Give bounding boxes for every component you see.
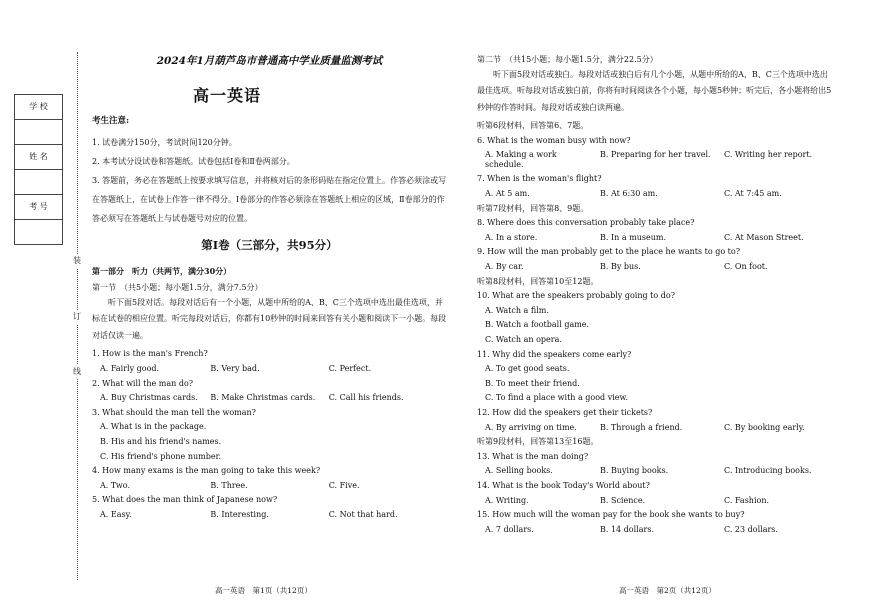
- answer-option: B. Through a friend.: [600, 422, 683, 432]
- answer-option: C. Perfect.: [328, 364, 372, 374]
- answer-option: B. Make Christmas cards.: [210, 393, 316, 403]
- answer-option: C. Watch an opera.: [485, 335, 562, 344]
- answer-option: C. Introducing books.: [724, 466, 812, 476]
- question-stem: 2. What will the man do?: [92, 378, 194, 388]
- question-stem: 10. What are the speakers probably going to do?: [477, 291, 675, 301]
- school-label: 学 校: [15, 95, 63, 120]
- answer-option: C. To find a place with a good view.: [485, 393, 628, 403]
- page-1-footer: 高一英语 第1页（共12页）: [215, 586, 312, 595]
- question-stem: 3. What should the man tell the woman?: [92, 407, 256, 417]
- answer-option: A. 7 dollars.: [485, 524, 534, 534]
- answer-option: A. By arriving on time.: [485, 422, 577, 432]
- question-list: [477, 121, 832, 534]
- answer-option: A. Making a work schedule.: [485, 150, 557, 169]
- answer-options: [477, 496, 832, 506]
- question-stem: 6. What is the woman busy with now?: [477, 135, 631, 145]
- answer-option: A. Fairly good.: [100, 364, 160, 374]
- answer-option: B. Very bad.: [210, 364, 260, 374]
- answer-options: [477, 150, 832, 169]
- binding-mark-ding: 订: [73, 310, 81, 324]
- note-item: 3. 答题前，务必在答题纸上按要求填写信息，并将核对后的条形码贴在指定位置上。作答必须涂或写在答题纸上，在试卷上作答一律不得分。Ⅰ卷部分的作答必须涂在答题纸上相应的区域，Ⅱ卷部分的作答必须写在答题纸上与试卷题号对应的位置。: [92, 175, 447, 223]
- answer-option: B. Three.: [210, 480, 248, 490]
- answer-option: C. At 7:45 am.: [724, 189, 782, 199]
- note-item: 1. 试卷满分150分，考试时间120分钟。: [92, 137, 237, 147]
- question-stem: 11. Why did the speakers come early?: [477, 349, 632, 359]
- answer-option: C. 23 dollars.: [724, 524, 778, 534]
- answer-option: A. Selling books.: [485, 466, 553, 476]
- page-2-footer: 高一英语 第2页（共12页）: [619, 586, 716, 595]
- question-stem: 14. What is the book Today's World about?: [477, 480, 650, 490]
- question-stem: 9. How will the man probably get to the place he wants to go to?: [477, 247, 740, 257]
- answer-option: B. To meet their friend.: [485, 378, 580, 388]
- binding-mark-zhuang: 装: [73, 254, 81, 268]
- page-1-column: [92, 55, 447, 520]
- material-note: 听第6段材料，回答第6、7题。: [477, 121, 589, 131]
- exam-number-label: 考 号: [15, 195, 63, 220]
- name-label: 姓 名: [15, 145, 63, 170]
- student-info-table: [14, 94, 63, 245]
- answer-option: C. Five.: [328, 480, 360, 490]
- subject-title: 高一英语: [192, 85, 261, 105]
- answer-option: C. On foot.: [724, 262, 768, 272]
- answer-options: [477, 233, 832, 243]
- question-stem: 5. What does the man think of Japanese now?: [92, 495, 278, 505]
- answer-option: B. By bus.: [600, 262, 641, 272]
- material-note: 听第8段材料，回答第10至12题。: [477, 276, 599, 286]
- answer-options: [477, 525, 832, 535]
- section-instructions: 听下面5段对话。每段对话后有一个小题，从题中所给的A、B、C三个选项中选出最佳选项，并标在试卷的相应位置。听完每段对话后，你都有10秒钟的时间来回答有关小题和阅读下一小题。每段对话仅读一遍。: [92, 297, 447, 340]
- answer-option: A. To get good seats.: [485, 364, 570, 374]
- answer-option: B. Preparing for her travel.: [600, 150, 711, 160]
- name-field: [15, 170, 63, 195]
- question-stem: 1. How is the man's French?: [92, 349, 208, 359]
- answer-option: A. By car.: [485, 262, 524, 272]
- part-title: 第一部分 听力（共两节，满分30分）: [92, 265, 232, 276]
- answer-options: [477, 262, 832, 272]
- answer-option: B. At 6:30 am.: [600, 189, 658, 199]
- answer-options: [92, 481, 447, 491]
- answer-option: C. His friend's phone number.: [100, 451, 222, 461]
- answer-option: C. Not that hard.: [328, 509, 398, 519]
- question-stem: 4. How many exams is the man going to take this week?: [92, 466, 321, 476]
- answer-option: B. Interesting.: [210, 509, 269, 519]
- answer-options: [92, 393, 447, 403]
- page-2-column: [477, 55, 832, 534]
- answer-option: A. What is in the package.: [100, 422, 207, 432]
- answer-option: A. Writing.: [485, 495, 529, 505]
- question-stem: 12. How did the speakers get their tickets?: [477, 407, 653, 417]
- answer-option: B. Watch a football game.: [485, 320, 590, 330]
- answer-options: [477, 189, 832, 199]
- answer-option: C. At Mason Street.: [724, 232, 804, 242]
- answer-option: A. Buy Christmas cards.: [100, 393, 198, 403]
- answer-option: A. In a store.: [485, 232, 538, 242]
- question-stem: 15. How much will the woman pay for the book she wants to buy?: [477, 510, 745, 520]
- volume-title: 第Ⅰ卷（三部分，共95分）: [201, 237, 338, 252]
- answer-option: B. Science.: [600, 495, 646, 505]
- notes-list: [92, 133, 447, 228]
- answer-option: C. Writing her report.: [724, 150, 813, 160]
- note-item: 2. 本考试分设试卷和答题纸。试卷包括Ⅰ卷和Ⅱ卷两部分。: [92, 156, 295, 166]
- exam-title: 2024年1月葫芦岛市普通高中学业质量监测考试: [156, 55, 383, 67]
- answer-options: [477, 466, 832, 476]
- binding-mark-xian: 线: [73, 365, 81, 379]
- school-field: [15, 120, 63, 145]
- answer-option: C. By booking early.: [724, 422, 805, 432]
- answer-option: B. In a museum.: [600, 232, 666, 242]
- answer-options: [477, 423, 832, 433]
- question-stem: 8. Where does this conversation probably take place?: [477, 218, 695, 228]
- section-title: 第二节 （共15小题；每小题1.5分，满分22.5分）: [477, 55, 658, 64]
- answer-option: B. 14 dollars.: [600, 524, 654, 534]
- question-stem: 13. What is the man doing?: [477, 451, 589, 461]
- answer-option: B. Buying books.: [600, 466, 669, 476]
- notes-heading: 考生注意:: [92, 115, 130, 126]
- section-title: 第一节 （共5小题；每小题1.5分，满分7.5分）: [92, 283, 263, 293]
- answer-option: C. Fashion.: [724, 495, 770, 505]
- answer-option: A. Watch a film.: [485, 305, 549, 315]
- answer-option: B. His and his friend's names.: [100, 437, 222, 447]
- material-note: 听第9段材料，回答第13至16题。: [477, 437, 599, 447]
- answer-options: [92, 510, 447, 520]
- section-instructions: 听下面5段对话或独白。每段对话或独白后有几个小题，从题中所给的A、B、C三个选项中选出最佳选项。听每段对话或独白前，你将有时间阅读各个小题，每小题5秒钟；听完后，各小题将给出5秒钟的作答时间。每段对话或独白读两遍。: [477, 69, 832, 112]
- answer-option: A. At 5 am.: [485, 189, 530, 199]
- material-note: 听第7段材料，回答第8、9题。: [477, 203, 589, 213]
- answer-option: A. Two.: [100, 480, 130, 490]
- question-stem: 7. When is the woman's flight?: [477, 174, 602, 184]
- answer-option: C. Call his friends.: [328, 393, 404, 403]
- answer-option: A. Easy.: [100, 509, 132, 519]
- question-list: [92, 349, 447, 519]
- exam-number-field: [15, 220, 63, 245]
- answer-options: [92, 364, 447, 374]
